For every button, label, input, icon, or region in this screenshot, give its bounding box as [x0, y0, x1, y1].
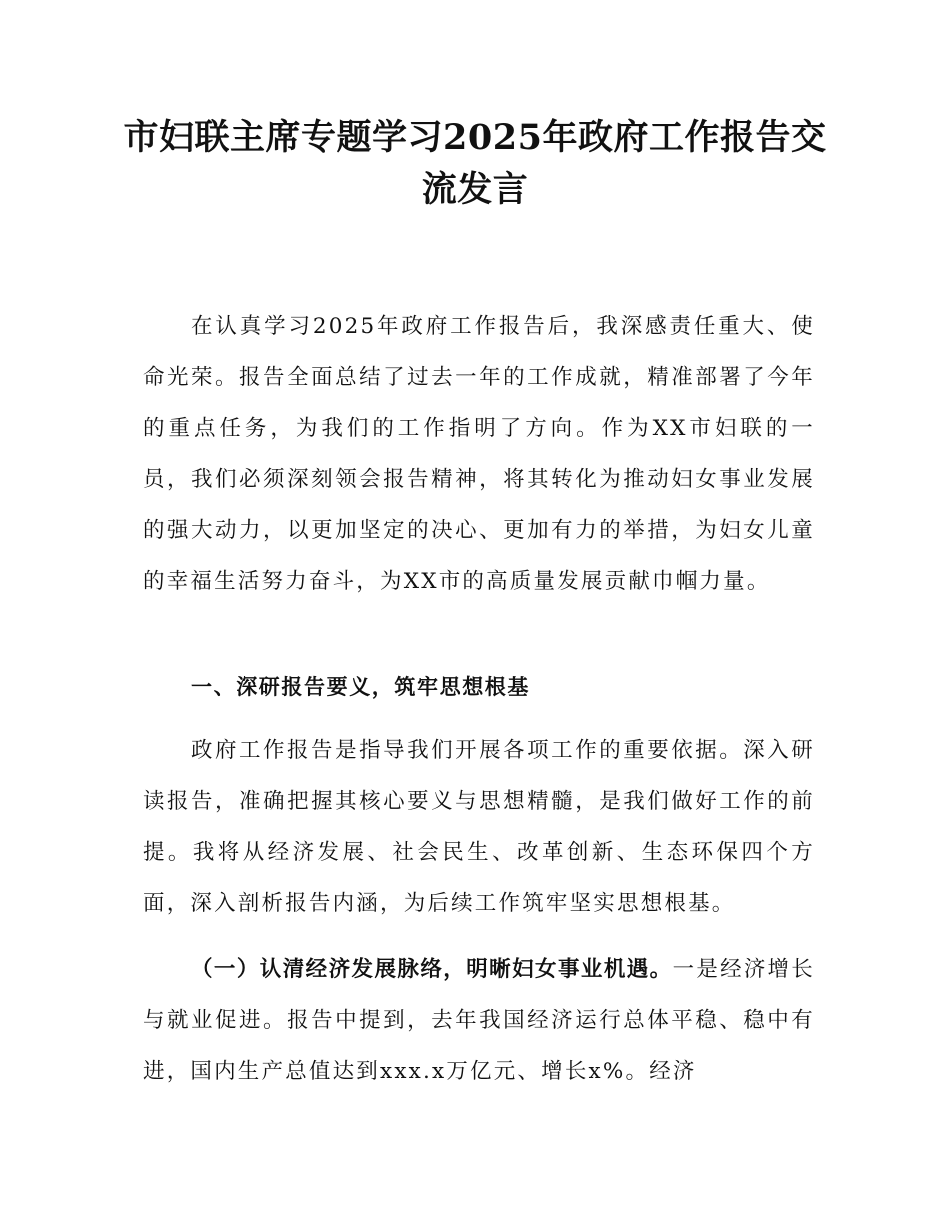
subsection-1-heading: （一）认清经济发展脉络，明晰妇女事业机遇。	[191, 957, 673, 982]
subsection-1-text: 一是经济增长与就业促进。报告中提到，去年我国经济运行总体平稳、稳中有进，国内生产总值达到xxx.x万亿元、增长x%。经济	[143, 957, 815, 1084]
intro-paragraph: 在认真学习2025年政府工作报告后，我深感责任重大、使命光荣。报告全面总结了过去一年的工作成就，精准部署了今年的重点任务，为我们的工作指明了方向。作为XX市妇联的一员，我们必须深刻领会报告精神，将其转化为推动妇女事业发展的强大动力，以更加坚定的决心、更加有力的举措，为妇女儿童的幸福生活努力奋斗，为XX市的高质量发展贡献巾帼力量。	[143, 314, 815, 594]
subsection-1-paragraph	[143, 944, 815, 1097]
document-title	[120, 112, 830, 216]
section-1-heading: 一、深研报告要义，筑牢思想根基	[191, 675, 530, 699]
title-line-1: 市妇联主席专题学习2025年政府工作报告交	[123, 117, 827, 158]
title-line-2: 流发言	[421, 169, 529, 210]
section-1-paragraph: 政府工作报告是指导我们开展各项工作的重要依据。深入研读报告，准确把握其核心要义与思想精髓，是我们做好工作的前提。我将从经济发展、社会民生、改革创新、生态环保四个方面，深入剖析报告内涵，为后续工作筑牢坚实思想根基。	[143, 738, 815, 916]
